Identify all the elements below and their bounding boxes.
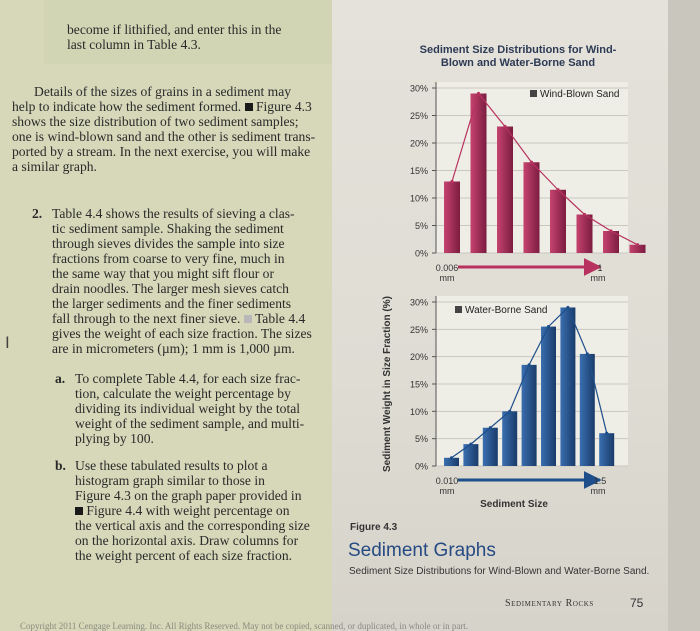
legend-swatch <box>530 90 537 97</box>
trend-point-5 <box>528 363 531 366</box>
item-2-line-7: the larger sediments and the finer sediments <box>52 296 292 311</box>
y-tick-label: 25% <box>409 111 428 121</box>
y-tick-label: 10% <box>409 406 428 417</box>
item-2-line-1: Table 4.4 shows the results of sieving a clas- <box>52 206 295 221</box>
trend-point-3 <box>489 426 492 429</box>
chart-panel-2 <box>410 296 628 510</box>
table-ref-link[interactable]: Table 4.4 <box>254 311 306 326</box>
figure-caption: Sediment Size Distributions for Wind-Blown and Water-Borne Sand. <box>349 566 650 577</box>
item-a-line-3: dividing its individual weight by the total <box>75 401 301 416</box>
copyright-text: Copyright 2011 Cengage Learning. Inc. All Rights Reserved. May not be copied, scanned, or duplicated, in whole or in part. <box>20 621 469 631</box>
trend-point-8 <box>636 243 639 246</box>
paragraph-line-2-text: help to indicate how the sediment formed. <box>12 99 242 114</box>
x-start-unit: mm <box>439 273 455 283</box>
trend-point-5 <box>556 188 559 191</box>
chart-panel-1 <box>410 82 646 283</box>
item-a-line-1: To complete Table 4.4, for each size frac- <box>75 371 301 386</box>
trend-point-3 <box>503 125 506 128</box>
item-2-line-6: drain noodles. The larger mesh sieves catch <box>52 281 289 296</box>
trend-point-8 <box>586 352 589 355</box>
item-b-line-1: Use these tabulated results to plot a <box>75 458 268 473</box>
x-start-label: 0.006 <box>435 263 459 273</box>
item-b-line-7: the weight percent of each size fraction. <box>75 548 293 563</box>
intro-line-1: become if lithified, and enter this in the <box>67 22 282 37</box>
bar-5 <box>522 365 537 466</box>
y-tick-label: 10% <box>409 193 428 204</box>
bar-9 <box>599 433 614 466</box>
y-tick-label: 20% <box>409 138 428 149</box>
item-a-line-4: weight of the sediment sample, and multi- <box>75 416 305 431</box>
y-tick-label: 0% <box>414 248 428 259</box>
item-2-line-5: the same way that you might sift flour or <box>52 266 274 281</box>
item-b-line-4-text: Figure 4.4 with weight percentage on <box>86 503 290 518</box>
bar-6 <box>541 327 556 466</box>
y-tick-label: 5% <box>414 434 428 445</box>
trend-point-9 <box>605 432 608 435</box>
paragraph-line-3: shows the size distribution of two sediment samples; <box>12 114 299 129</box>
item-a-line-5: plying by 100. <box>75 431 154 446</box>
paragraph-line-4: one is wind-blown sand and the other is sediment trans- <box>12 129 316 144</box>
paragraph-line-5: ported by a stream. In the next exercise, you will make <box>12 144 311 159</box>
bar-8 <box>580 354 595 466</box>
item-2-line-9: gives the weight of each size fraction. The sizes <box>52 326 312 341</box>
x-start-unit: mm <box>439 486 455 496</box>
item-2-line-10: are in micrometers (µm); 1 mm is 1,000 µm. <box>52 341 295 356</box>
item-2-number: 2. <box>32 206 43 221</box>
bar-4 <box>502 411 517 466</box>
bar-6 <box>577 215 593 254</box>
y-tick-label: 15% <box>409 166 428 176</box>
legend-label: Wind-Blown Sand <box>540 89 620 100</box>
x-end-unit: mm <box>590 486 606 496</box>
trend-point-1 <box>450 180 453 183</box>
page-number: 75 <box>630 596 644 610</box>
bar-3 <box>483 428 498 466</box>
trend-point-6 <box>547 325 550 328</box>
item-b-letter: b. <box>55 458 66 473</box>
figure-ref-link[interactable]: Figure 4.3 <box>255 99 312 114</box>
trend-point-7 <box>566 306 569 309</box>
text-cursor-icon: I <box>5 333 10 352</box>
figure-title: Sediment Graphs <box>348 540 496 561</box>
item-2-line-4: fractions from coarse to very fine, much in <box>52 251 285 266</box>
trend-point-7 <box>609 229 612 232</box>
item-a-line-2: tion, calculate the weight percentage by <box>75 386 291 401</box>
x-axis-label: Sediment Size <box>480 499 548 510</box>
intro-line-2: last column in Table 4.3. <box>67 37 201 52</box>
legend-swatch <box>455 306 462 313</box>
paragraph-line-6: a similar graph. <box>12 159 97 174</box>
x-end-label: 1.5 <box>593 476 607 486</box>
item-2-line-3: through sieves divides the sample into size <box>52 236 285 251</box>
x-end-unit: mm <box>590 273 606 283</box>
y-tick-label: 30% <box>409 83 428 94</box>
item-b-line-2: histogram graph similar to those in <box>75 473 265 488</box>
item-b-line-5: the vertical axis and the corresponding size <box>75 518 310 533</box>
x-start-label: 0.010 <box>435 476 459 486</box>
trend-point-4 <box>530 161 533 164</box>
y-tick-label: 0% <box>414 461 428 472</box>
legend-label: Water-Borne Sand <box>465 305 548 316</box>
item-2-line-2: tic sediment sample. Shaking the sediment <box>52 221 284 236</box>
bar-2 <box>471 94 487 254</box>
x-end-label: 1 <box>597 263 603 273</box>
y-tick-label: 15% <box>409 379 428 390</box>
item-b-line-6: on the horizontal axis. Draw columns for <box>75 533 299 548</box>
y-axis-label: Sediment Weight in Size Fraction (%) <box>382 296 393 472</box>
y-tick-label: 20% <box>409 352 428 363</box>
trend-point-2 <box>477 92 480 95</box>
y-tick-label: 25% <box>409 324 428 335</box>
paragraph-line-1: Details of the sizes of grains in a sediment may <box>34 84 292 99</box>
chart-header-title: Sediment Size Distributions for Wind-Blown and Water-Borne Sand <box>419 44 617 69</box>
bar-7 <box>560 307 575 466</box>
trend-point-2 <box>469 443 472 446</box>
bar-5 <box>550 190 566 253</box>
trend-point-4 <box>508 410 511 413</box>
y-tick-label: 5% <box>414 221 428 231</box>
trend-point-1 <box>450 456 453 459</box>
footer-section: Sedimentary Rocks <box>505 598 594 609</box>
bar-3 <box>497 127 513 254</box>
trend-point-6 <box>583 213 586 216</box>
bar-1 <box>444 182 460 254</box>
item-a-letter: a. <box>55 371 66 386</box>
bar-4 <box>524 162 540 253</box>
item-2-line-8-text: fall through to the next finer sieve. <box>52 311 241 326</box>
y-tick-label: 30% <box>409 297 428 308</box>
item-b-line-3: Figure 4.3 on the graph paper provided in <box>75 488 302 503</box>
figure-label: Figure 4.3 <box>350 522 398 533</box>
